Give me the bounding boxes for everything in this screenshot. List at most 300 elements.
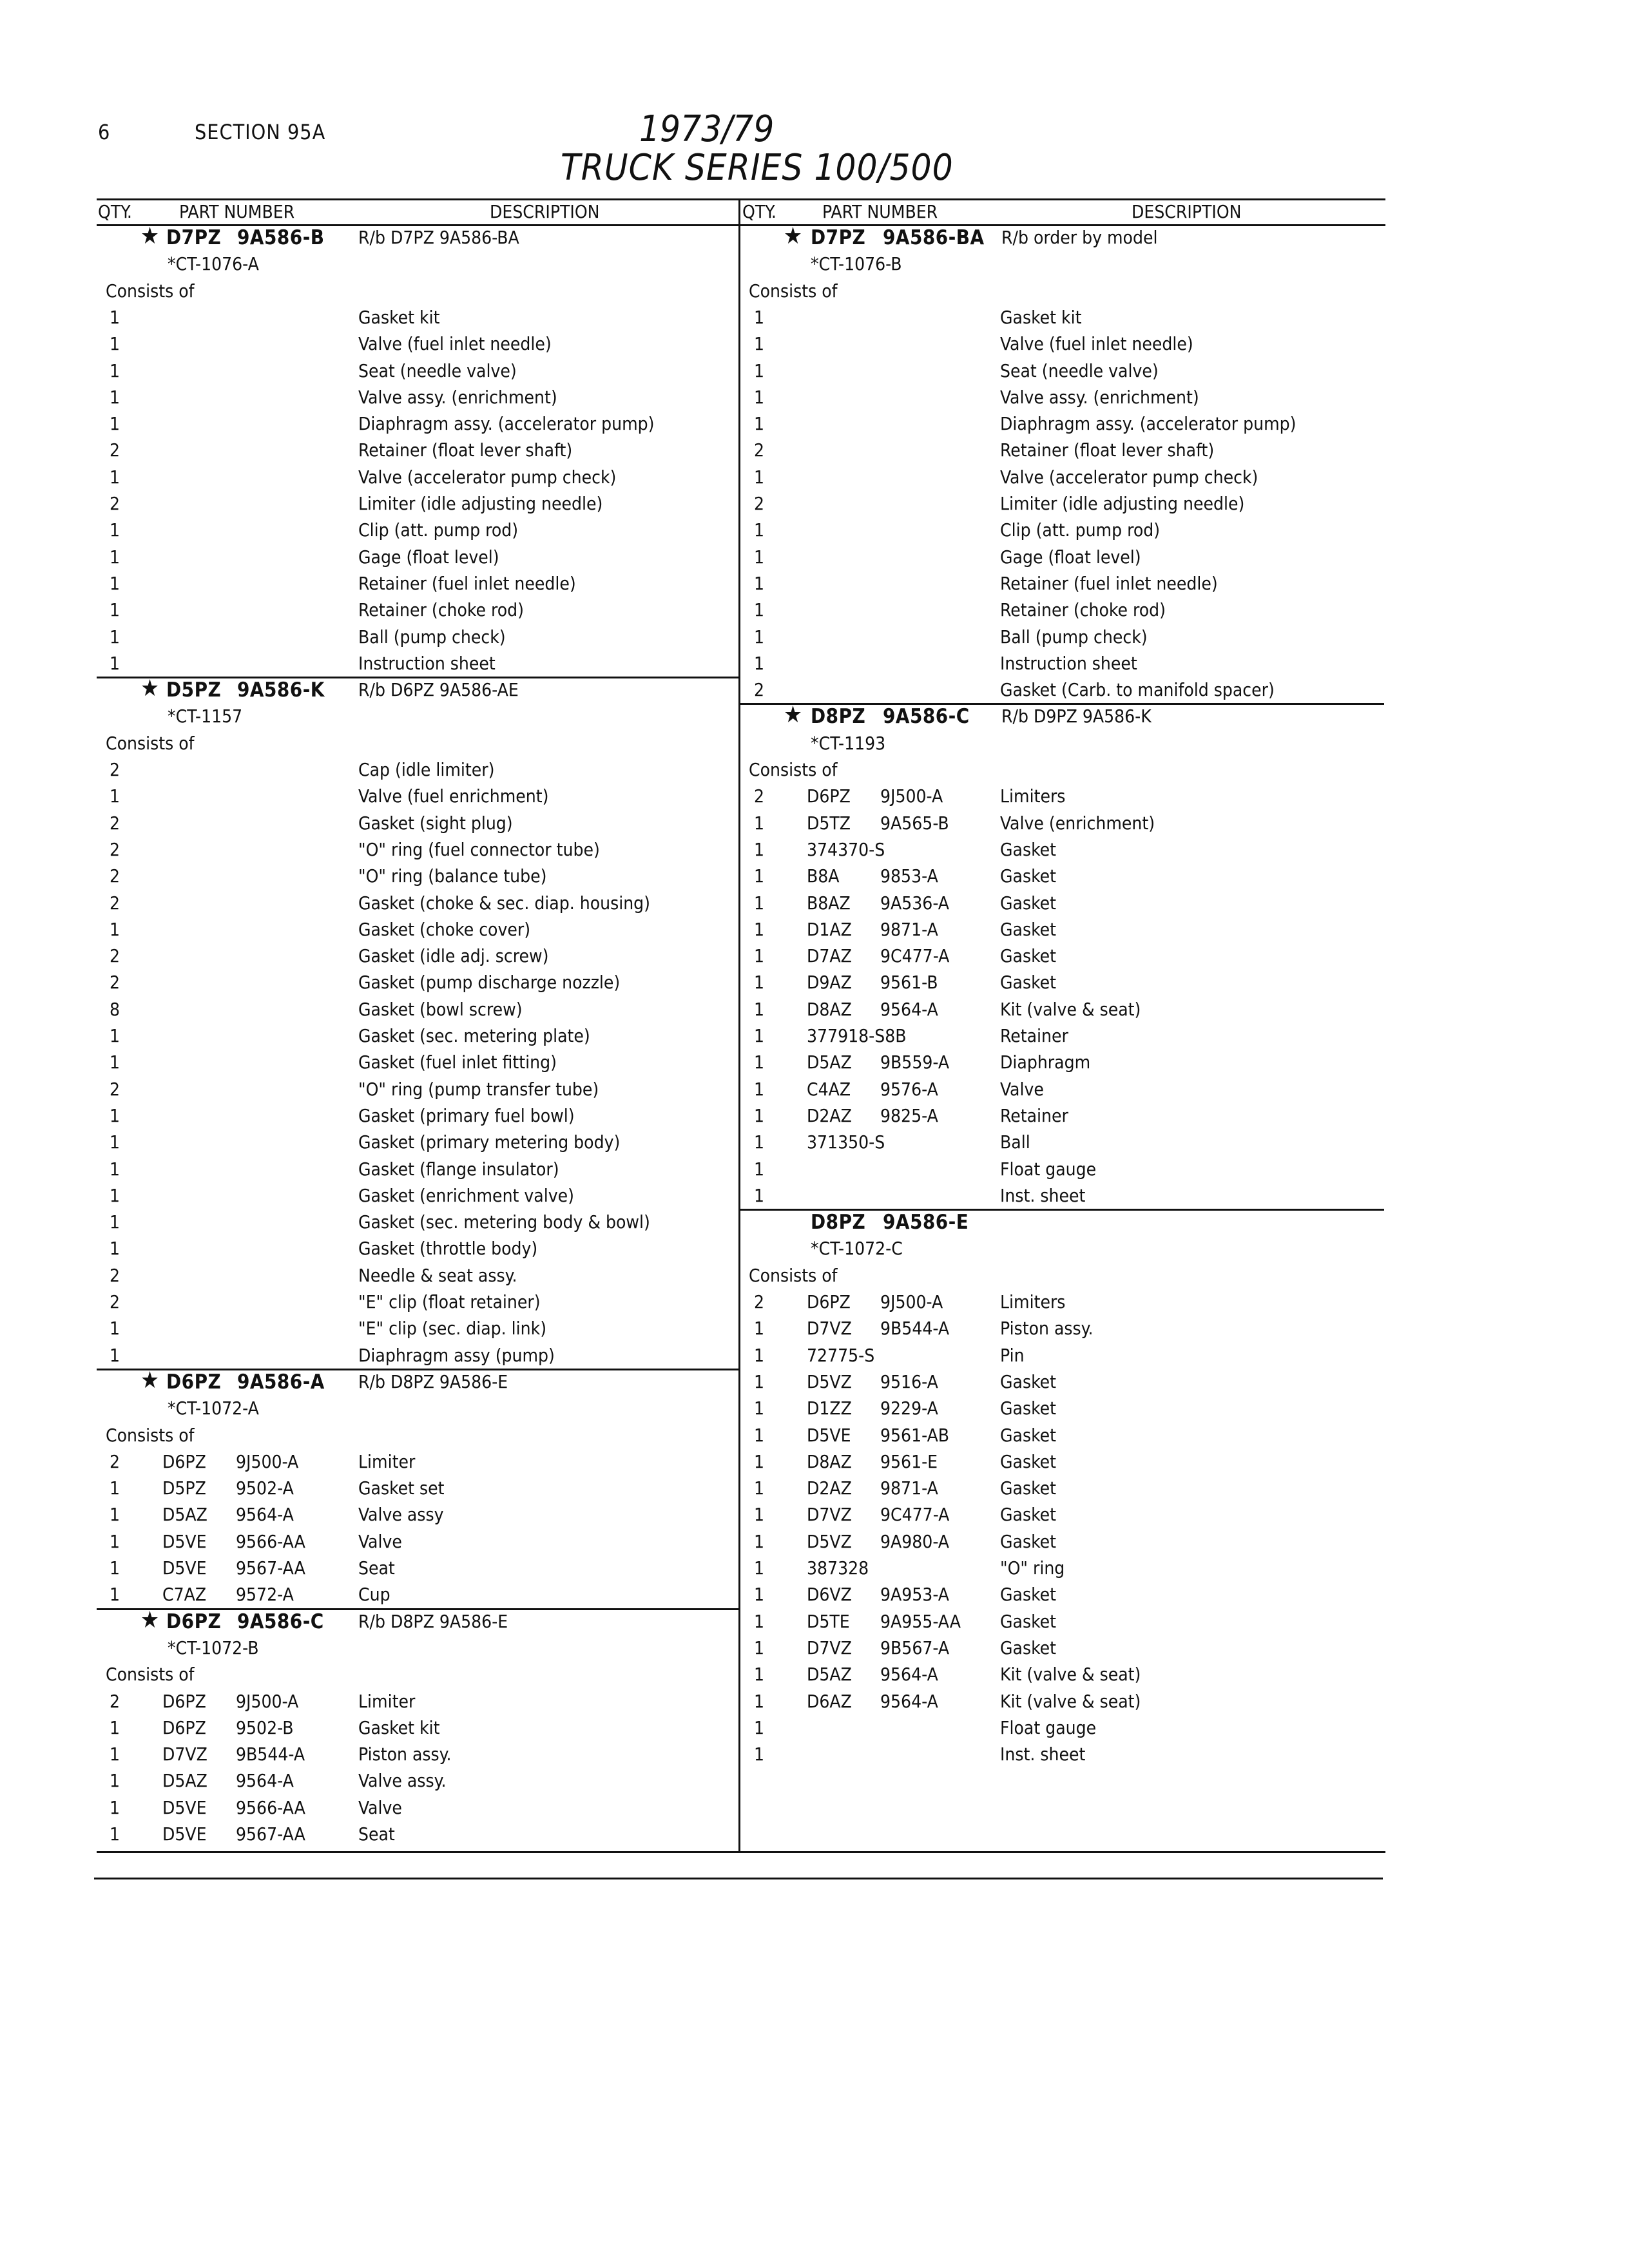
- item-description: Retainer (choke rod): [1000, 599, 1166, 621]
- star-icon: ★: [140, 1606, 160, 1633]
- item-description: Gasket (sec. metering body & bowl): [358, 1211, 650, 1233]
- item-qty: 2: [110, 759, 120, 780]
- item-description: Gage (float level): [1000, 546, 1141, 568]
- item-part-number: 9566-AA: [236, 1530, 305, 1552]
- item-part-prefix: D5AZ: [162, 1504, 207, 1526]
- item-qty: 1: [754, 1504, 765, 1526]
- item-description: Seat: [358, 1823, 395, 1845]
- reference-number: *CT-1072-C: [811, 1238, 903, 1260]
- item-part-number: 9561-B: [880, 972, 938, 994]
- item-qty: 1: [754, 1158, 765, 1180]
- item-qty: 1: [110, 626, 120, 648]
- item-qty: 1: [110, 918, 120, 940]
- item-qty: 1: [110, 1744, 120, 1765]
- item-part-number: 9A536-A: [880, 892, 950, 914]
- item-qty: 1: [754, 1637, 765, 1658]
- item-part-prefix: D6VZ: [807, 1584, 852, 1606]
- item-part-number: 9564-A: [880, 1690, 938, 1712]
- consists-label: Consists of: [749, 759, 838, 780]
- star-icon: ★: [140, 223, 160, 249]
- item-part-number: 9A980-A: [880, 1530, 950, 1552]
- item-qty: 1: [110, 1211, 120, 1233]
- item-description: Diaphragm assy. (accelerator pump): [1000, 413, 1296, 435]
- item-part-prefix: D8AZ: [807, 1450, 852, 1472]
- item-qty: 1: [754, 1610, 765, 1632]
- item-qty: 1: [754, 360, 765, 381]
- item-description: Valve (accelerator pump check): [1000, 466, 1258, 488]
- item-qty: 1: [754, 1025, 765, 1046]
- item-qty: 1: [110, 1504, 120, 1526]
- item-part-prefix: D5AZ: [162, 1770, 207, 1792]
- item-part-number: 9566-AA: [236, 1796, 305, 1818]
- item-qty: 1: [110, 1716, 120, 1738]
- item-qty: 1: [754, 386, 765, 408]
- item-description: Gasket (choke cover): [358, 918, 531, 940]
- item-qty: 1: [754, 838, 765, 860]
- item-qty: 1: [754, 1716, 765, 1738]
- item-qty: 2: [754, 493, 765, 514]
- item-description: Gasket set: [358, 1477, 445, 1499]
- part-prefix: D7PZ: [811, 226, 866, 249]
- item-description: Instruction sheet: [358, 652, 496, 674]
- item-qty: 1: [110, 1557, 120, 1579]
- item-part-number: 9871-A: [880, 1477, 938, 1499]
- consists-label: Consists of: [749, 1264, 838, 1286]
- item-description: Gasket (sec. metering plate): [358, 1025, 590, 1046]
- item-part-number: 9A955-AA: [880, 1610, 961, 1632]
- item-qty: 1: [110, 599, 120, 621]
- item-description: Diaphragm assy. (accelerator pump): [358, 413, 655, 435]
- item-description: Kit (valve & seat): [1000, 998, 1141, 1020]
- item-description: Gasket (idle adj. screw): [358, 945, 549, 967]
- item-qty: 2: [754, 785, 765, 807]
- item-description: Limiters: [1000, 1291, 1066, 1312]
- reference-number: *CT-1193: [811, 732, 886, 754]
- item-description: Gasket (bowl screw): [358, 998, 523, 1020]
- part-number-header-right: PART NUMBER: [822, 201, 938, 222]
- item-part-number: 9567-AA: [236, 1557, 305, 1579]
- item-qty: 1: [754, 892, 765, 914]
- table-bottom-rule: [97, 1851, 1385, 1853]
- item-part-number: 9564-A: [880, 1664, 938, 1686]
- item-description: Instruction sheet: [1000, 652, 1137, 674]
- item-qty: 1: [754, 1424, 765, 1446]
- item-qty: 2: [110, 972, 120, 994]
- part-prefix: D6PZ: [166, 1370, 222, 1394]
- replaced-by-description: R/b D7PZ 9A586-BA: [358, 227, 519, 248]
- item-qty: 1: [754, 1344, 765, 1366]
- item-qty: 1: [110, 466, 120, 488]
- item-qty: 1: [754, 1398, 765, 1419]
- item-description: Limiter: [358, 1690, 416, 1712]
- item-description: Float gauge: [1000, 1158, 1097, 1180]
- item-description: Gasket: [1000, 1637, 1057, 1658]
- item-description: Gasket: [1000, 972, 1057, 994]
- star-icon: ★: [140, 1367, 160, 1394]
- item-description: Retainer (float lever shaft): [358, 439, 573, 461]
- item-part-prefix: 371350-S: [807, 1131, 885, 1153]
- item-description: Pin: [1000, 1344, 1025, 1366]
- item-qty: 2: [110, 1690, 120, 1712]
- consists-label: Consists of: [749, 280, 838, 302]
- item-qty: 1: [110, 1823, 120, 1845]
- replaced-by-description: R/b order by model: [1001, 227, 1158, 248]
- item-qty: 1: [110, 1184, 120, 1206]
- item-qty: 1: [754, 1184, 765, 1206]
- item-description: "E" clip (sec. diap. link): [358, 1318, 547, 1340]
- item-description: Gasket: [1000, 1530, 1057, 1552]
- part-number: 9A586-K: [237, 678, 325, 702]
- star-icon: ★: [784, 223, 803, 249]
- item-part-prefix: D6PZ: [162, 1716, 206, 1738]
- part-number: 9A586-B: [237, 226, 325, 249]
- item-qty: 1: [754, 918, 765, 940]
- item-part-prefix: D6PZ: [162, 1690, 206, 1712]
- consists-label: Consists of: [106, 732, 195, 754]
- item-part-number: 9B567-A: [880, 1637, 950, 1658]
- item-description: Limiter (idle adjusting needle): [358, 493, 603, 514]
- item-description: Gasket: [1000, 1424, 1057, 1446]
- item-part-prefix: D5AZ: [807, 1052, 852, 1073]
- item-qty: 1: [110, 413, 120, 435]
- reference-number: *CT-1072-A: [168, 1398, 259, 1419]
- star-icon: ★: [140, 675, 160, 702]
- column-divider: [738, 198, 740, 1853]
- item-qty: 1: [110, 360, 120, 381]
- item-qty: 1: [110, 1477, 120, 1499]
- item-description: Limiter: [358, 1450, 416, 1472]
- item-description: Gasket kit: [358, 1716, 440, 1738]
- item-description: Retainer (float lever shaft): [1000, 439, 1215, 461]
- item-part-prefix: D7VZ: [807, 1318, 852, 1340]
- item-qty: 1: [110, 1052, 120, 1073]
- item-qty: 1: [110, 1770, 120, 1792]
- item-part-prefix: 72775-S: [807, 1344, 875, 1366]
- item-part-number: 9564-A: [236, 1770, 294, 1792]
- item-part-prefix: D5TE: [807, 1610, 850, 1632]
- item-part-number: 9B544-A: [880, 1318, 950, 1340]
- item-description: Gasket: [1000, 838, 1057, 860]
- item-part-number: 9502-B: [236, 1716, 294, 1738]
- item-qty: 1: [754, 1477, 765, 1499]
- item-description: Piston assy.: [358, 1744, 452, 1765]
- item-qty: 1: [110, 1131, 120, 1153]
- item-description: Kit (valve & seat): [1000, 1664, 1141, 1686]
- item-part-prefix: D5VE: [162, 1796, 207, 1818]
- item-qty: 1: [110, 546, 120, 568]
- item-qty: 2: [110, 439, 120, 461]
- qty-header: QTY.: [98, 201, 132, 222]
- item-qty: 1: [754, 945, 765, 967]
- item-qty: 1: [110, 333, 120, 355]
- part-number: 9A586-C: [237, 1610, 324, 1633]
- page-title-series: TRUCK SERIES 100/500: [561, 147, 954, 189]
- item-description: Ball: [1000, 1131, 1030, 1153]
- item-description: Gage (float level): [358, 546, 499, 568]
- item-description: Gasket: [1000, 1610, 1057, 1632]
- item-description: Gasket: [1000, 945, 1057, 967]
- item-part-number: 9C477-A: [880, 945, 950, 967]
- item-part-prefix: D5TZ: [807, 812, 851, 834]
- item-qty: 1: [110, 1530, 120, 1552]
- part-number: 9A586-E: [883, 1211, 969, 1235]
- item-part-number: 9A953-A: [880, 1584, 950, 1606]
- item-description: Retainer (choke rod): [358, 599, 524, 621]
- item-qty: 1: [754, 1131, 765, 1153]
- item-description: Gasket: [1000, 1584, 1057, 1606]
- item-description: "O" ring (balance tube): [358, 865, 547, 887]
- description-header-right: DESCRIPTION: [1132, 201, 1242, 222]
- item-part-number: 9572-A: [236, 1584, 294, 1606]
- item-description: Gasket (primary fuel bowl): [358, 1104, 575, 1126]
- item-description: Valve (fuel inlet needle): [358, 333, 552, 355]
- item-qty: 2: [110, 945, 120, 967]
- item-qty: 1: [754, 1450, 765, 1472]
- item-part-prefix: D9AZ: [807, 972, 852, 994]
- item-part-number: 9564-A: [880, 998, 938, 1020]
- item-qty: 1: [110, 1158, 120, 1180]
- page-title-years: 1973/79: [639, 108, 775, 150]
- item-description: Retainer: [1000, 1025, 1068, 1046]
- item-qty: 2: [110, 892, 120, 914]
- item-part-number: 9561-AB: [880, 1424, 950, 1446]
- item-qty: 1: [754, 466, 765, 488]
- item-part-prefix: D5VE: [807, 1424, 851, 1446]
- item-qty: 1: [754, 652, 765, 674]
- item-qty: 1: [110, 652, 120, 674]
- item-part-prefix: 377918-S8B: [807, 1025, 907, 1046]
- item-description: Retainer (fuel inlet needle): [1000, 572, 1218, 594]
- item-description: Gasket: [1000, 1370, 1057, 1392]
- item-part-prefix: B8A: [807, 865, 840, 887]
- header-top-rule: [97, 198, 1385, 200]
- item-part-prefix: D2AZ: [807, 1104, 852, 1126]
- item-part-prefix: D6AZ: [807, 1690, 852, 1712]
- item-part-prefix: 374370-S: [807, 838, 885, 860]
- item-description: Limiter (idle adjusting needle): [1000, 493, 1245, 514]
- item-description: Valve: [358, 1796, 402, 1818]
- item-description: Gasket (Carb. to manifold spacer): [1000, 679, 1275, 701]
- replaced-by-description: R/b D6PZ 9A586-AE: [358, 679, 519, 701]
- part-number: 9A586-BA: [883, 226, 985, 249]
- part-prefix: D6PZ: [166, 1610, 222, 1633]
- item-qty: 1: [754, 1104, 765, 1126]
- item-qty: 2: [110, 838, 120, 860]
- item-qty: 1: [754, 546, 765, 568]
- part-number: 9A586-C: [883, 705, 970, 729]
- item-qty: 2: [110, 812, 120, 834]
- item-qty: 1: [110, 306, 120, 328]
- reference-number: *CT-1157: [168, 706, 243, 727]
- item-description: "E" clip (float retainer): [358, 1291, 541, 1312]
- item-part-prefix: D5VE: [162, 1530, 207, 1552]
- item-description: Gasket (sight plug): [358, 812, 513, 834]
- replaced-by-description: R/b D8PZ 9A586-E: [358, 1610, 508, 1632]
- item-description: Seat: [358, 1557, 395, 1579]
- item-description: Gasket: [1000, 1477, 1057, 1499]
- item-description: Gasket: [1000, 892, 1057, 914]
- item-qty: 1: [754, 333, 765, 355]
- item-qty: 2: [754, 1291, 765, 1312]
- item-description: Gasket kit: [358, 306, 440, 328]
- item-qty: 1: [754, 1744, 765, 1765]
- item-description: Gasket (throttle body): [358, 1238, 538, 1260]
- item-part-number: 9J500-A: [880, 785, 943, 807]
- item-part-prefix: D5PZ: [162, 1477, 206, 1499]
- item-description: Clip (att. pump rod): [358, 519, 519, 541]
- item-description: Diaphragm assy (pump): [358, 1344, 555, 1366]
- item-qty: 1: [754, 972, 765, 994]
- item-description: Needle & seat assy.: [358, 1264, 517, 1286]
- item-description: Gasket (pump discharge nozzle): [358, 972, 621, 994]
- item-description: Gasket: [1000, 918, 1057, 940]
- item-qty: 1: [110, 519, 120, 541]
- consists-label: Consists of: [106, 1664, 195, 1686]
- item-description: Valve assy.: [358, 1770, 447, 1792]
- description-header: DESCRIPTION: [490, 201, 600, 222]
- item-qty: 1: [754, 626, 765, 648]
- item-description: Seat (needle valve): [1000, 360, 1159, 381]
- item-qty: 1: [754, 1318, 765, 1340]
- item-qty: 8: [110, 998, 120, 1020]
- item-part-number: 9C477-A: [880, 1504, 950, 1526]
- item-qty: 1: [754, 1052, 765, 1073]
- item-part-number: 9B544-A: [236, 1744, 305, 1765]
- item-description: Retainer (fuel inlet needle): [358, 572, 576, 594]
- item-description: "O" ring (pump transfer tube): [358, 1078, 599, 1100]
- item-qty: 2: [110, 493, 120, 514]
- replaced-by-description: R/b D9PZ 9A586-K: [1001, 706, 1152, 727]
- item-description: Piston assy.: [1000, 1318, 1094, 1340]
- item-part-prefix: D5VZ: [807, 1530, 852, 1552]
- star-icon: ★: [784, 702, 803, 729]
- item-part-number: 9J500-A: [236, 1450, 299, 1472]
- item-part-prefix: D7VZ: [807, 1637, 852, 1658]
- item-description: Gasket (flange insulator): [358, 1158, 559, 1180]
- item-description: Valve (accelerator pump check): [358, 466, 617, 488]
- item-qty: 1: [754, 306, 765, 328]
- item-part-number: 9567-AA: [236, 1823, 305, 1845]
- item-qty: 2: [754, 679, 765, 701]
- replaced-by-description: R/b D8PZ 9A586-E: [358, 1370, 508, 1392]
- item-qty: 1: [754, 1078, 765, 1100]
- item-part-number: 9J500-A: [236, 1690, 299, 1712]
- item-description: Gasket (primary metering body): [358, 1131, 621, 1153]
- item-part-prefix: D6PZ: [162, 1450, 206, 1472]
- item-qty: 1: [754, 413, 765, 435]
- page-number: 6: [98, 120, 110, 144]
- item-qty: 1: [754, 519, 765, 541]
- part-prefix: D8PZ: [811, 1211, 866, 1235]
- qty-header-right: QTY.: [742, 201, 776, 222]
- item-qty: 1: [754, 1690, 765, 1712]
- item-part-prefix: D8AZ: [807, 998, 852, 1020]
- item-qty: 1: [110, 1344, 120, 1366]
- item-description: Retainer: [1000, 1104, 1068, 1126]
- item-part-prefix: D7VZ: [807, 1504, 852, 1526]
- item-qty: 1: [754, 572, 765, 594]
- item-part-prefix: D5VE: [162, 1823, 207, 1845]
- item-part-number: 9853-A: [880, 865, 938, 887]
- item-part-number: 9871-A: [880, 918, 938, 940]
- item-description: Ball (pump check): [358, 626, 506, 648]
- item-qty: 1: [754, 599, 765, 621]
- item-part-number: 9516-A: [880, 1370, 938, 1392]
- item-description: Gasket (fuel inlet fitting): [358, 1052, 557, 1073]
- item-part-number: 9564-A: [236, 1504, 294, 1526]
- item-description: Gasket: [1000, 865, 1057, 887]
- item-description: Valve assy. (enrichment): [1000, 386, 1199, 408]
- item-part-prefix: C4AZ: [807, 1078, 851, 1100]
- reference-number: *CT-1072-B: [168, 1637, 259, 1658]
- item-description: Inst. sheet: [1000, 1744, 1086, 1765]
- item-description: Cup: [358, 1584, 390, 1606]
- item-part-number: 9502-A: [236, 1477, 294, 1499]
- page-footer-rule: [94, 1878, 1383, 1879]
- item-qty: 1: [754, 1370, 765, 1392]
- item-description: Gasket kit: [1000, 306, 1082, 328]
- item-description: Inst. sheet: [1000, 1184, 1086, 1206]
- item-description: Cap (idle limiter): [358, 759, 495, 780]
- item-part-prefix: D1ZZ: [807, 1398, 852, 1419]
- item-description: Diaphragm: [1000, 1052, 1091, 1073]
- item-qty: 1: [110, 1318, 120, 1340]
- item-description: "O" ring (fuel connector tube): [358, 838, 600, 860]
- item-description: Limiters: [1000, 785, 1066, 807]
- item-qty: 1: [754, 1557, 765, 1579]
- item-description: Valve: [1000, 1078, 1044, 1100]
- item-description: Seat (needle valve): [358, 360, 517, 381]
- item-description: Valve (fuel enrichment): [358, 785, 549, 807]
- item-qty: 1: [110, 1104, 120, 1126]
- item-description: Valve (enrichment): [1000, 812, 1155, 834]
- reference-number: *CT-1076-A: [168, 253, 259, 275]
- item-qty: 2: [110, 1078, 120, 1100]
- item-qty: 1: [754, 1530, 765, 1552]
- item-qty: 2: [110, 865, 120, 887]
- item-qty: 1: [754, 1584, 765, 1606]
- item-qty: 1: [754, 998, 765, 1020]
- item-qty: 2: [110, 1291, 120, 1312]
- item-part-prefix: D6PZ: [807, 785, 851, 807]
- item-description: Float gauge: [1000, 1716, 1097, 1738]
- item-part-number: 9229-A: [880, 1398, 938, 1419]
- item-qty: 1: [110, 1238, 120, 1260]
- item-qty: 1: [754, 812, 765, 834]
- item-description: Valve: [358, 1530, 402, 1552]
- item-qty: 1: [110, 1025, 120, 1046]
- item-description: Valve assy: [358, 1504, 444, 1526]
- item-part-prefix: D6PZ: [807, 1291, 851, 1312]
- item-part-prefix: B8AZ: [807, 892, 851, 914]
- part-number: 9A586-A: [237, 1370, 325, 1394]
- item-qty: 1: [110, 572, 120, 594]
- item-description: Gasket: [1000, 1504, 1057, 1526]
- item-qty: 1: [754, 865, 765, 887]
- item-part-prefix: D5AZ: [807, 1664, 852, 1686]
- item-description: "O" ring: [1000, 1557, 1065, 1579]
- item-description: Kit (valve & seat): [1000, 1690, 1141, 1712]
- item-description: Valve assy. (enrichment): [358, 386, 557, 408]
- item-description: Gasket: [1000, 1398, 1057, 1419]
- item-part-number: 9A565-B: [880, 812, 949, 834]
- item-part-prefix: D5VZ: [807, 1370, 852, 1392]
- item-description: Gasket: [1000, 1450, 1057, 1472]
- consists-label: Consists of: [106, 280, 195, 302]
- item-qty: 1: [754, 1664, 765, 1686]
- item-qty: 1: [110, 386, 120, 408]
- item-part-number: 9561-E: [880, 1450, 938, 1472]
